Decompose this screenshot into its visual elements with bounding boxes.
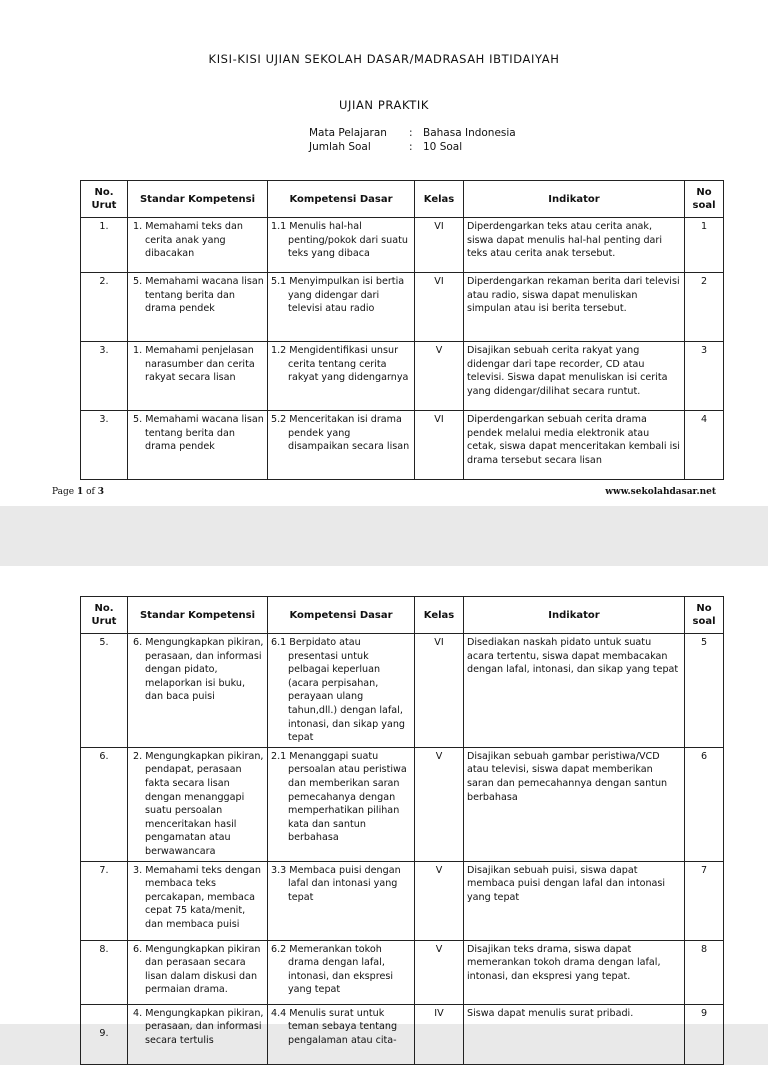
cell-indikator: Diperdengarkan teks atau cerita anak, siswa dapat menulis hal-hal penting dari teks atau cerita anak tersebut.: [464, 218, 685, 273]
table-body: [81, 634, 724, 1065]
cell-indikator: Diperdengarkan rekaman berita dari televisi atau radio, siswa dapat menuliskan simpulan atau isi berita tersebut.: [464, 273, 685, 342]
cell-standar-kompetensi: 3. Memahami teks dengan membaca teks percakapan, membaca cepat 75 kata/menit, dan membaca puisi: [128, 861, 268, 940]
cell-no-soal: 6: [685, 747, 724, 861]
cell-no: 8.: [81, 940, 128, 1004]
page-of: of: [86, 487, 95, 497]
cell-no-soal: 8: [685, 940, 724, 1004]
header-no-soal: No soal: [685, 597, 724, 634]
cell-no-soal: 7: [685, 861, 724, 940]
document-meta: [309, 126, 516, 154]
cell-indikator: Disajikan sebuah cerita rakyat yang didengar dari tape recorder, CD atau televisi. Siswa dapat menuliskan isi cerita yang didengar/dilihat secara runtut.: [464, 342, 685, 411]
kisi-kisi-table-page-1: [80, 180, 724, 480]
header-kompetensi-dasar: Kompetensi Dasar: [268, 597, 415, 634]
cell-no-soal: 5: [685, 634, 724, 748]
kisi-kisi-table-page-2: [80, 596, 724, 1065]
table-header: [81, 597, 724, 634]
meta-value: Bahasa Indonesia: [423, 127, 516, 139]
table-header: [81, 181, 724, 218]
page-total: 3: [97, 487, 105, 497]
meta-label: Jumlah Soal: [309, 141, 371, 153]
meta-separator: :: [409, 127, 413, 139]
cell-indikator: Disediakan naskah pidato untuk suatu acara tertentu, siswa dapat membacakan dengan lafal, intonasi, dan sikap yang tepat: [464, 634, 685, 748]
document-title: KISI-KISI UJIAN SEKOLAH DASAR/MADRASAH IBTIDAIYAH: [208, 52, 560, 66]
page-current: 1: [76, 487, 84, 497]
cell-kompetensi-dasar: 5.2 Menceritakan isi drama pendek yang disampaikan secara lisan: [268, 411, 415, 480]
cell-kompetensi-dasar: 1.2 Mengidentifikasi unsur cerita tentang cerita rakyat yang didengarnya: [268, 342, 415, 411]
cell-kelas: VI: [415, 218, 464, 273]
cell-indikator: Diperdengarkan sebuah cerita drama pendek melalui media elektronik atau cetak, siswa dapat menceritakan kembali isi drama tersebut secara lisan: [464, 411, 685, 480]
cell-indikator: Disajikan teks drama, siswa dapat memerankan tokoh drama dengan lafal, intonasi, dan ekspresi yang tepat.: [464, 940, 685, 1004]
header-indikator: Indikator: [464, 181, 685, 218]
cell-no-soal: 9: [685, 1004, 724, 1064]
page-prefix: Page: [52, 487, 75, 497]
cell-no: 3.: [81, 342, 128, 411]
table-row: [81, 273, 724, 342]
cell-no: 1.: [81, 218, 128, 273]
cell-standar-kompetensi: 6. Mengungkapkan pikiran, perasaan, dan informasi dengan pidato, melaporkan isi buku, dan baca puisi: [128, 634, 268, 748]
cell-kompetensi-dasar: 6.1 Berpidato atau presentasi untuk pelbagai keperluan (acara perpisahan, perayaan ulang tahun,dll.) dengan lafal, intonasi, dan sikap yang tepat: [268, 634, 415, 748]
table-body: [81, 218, 724, 480]
header-indikator: Indikator: [464, 597, 685, 634]
cell-kelas: VI: [415, 411, 464, 480]
cell-kompetensi-dasar: 1.1 Menulis hal-hal penting/pokok dari suatu teks yang dibaca: [268, 218, 415, 273]
page-number: [52, 487, 104, 497]
cell-standar-kompetensi: 5. Memahami wacana lisan tentang berita dan drama pendek: [128, 411, 268, 480]
cell-kelas: V: [415, 861, 464, 940]
header-kompetensi-dasar: Kompetensi Dasar: [268, 181, 415, 218]
header-standar-kompetensi: Standar Kompetensi: [128, 181, 268, 218]
meta-separator: :: [409, 141, 413, 153]
cell-kompetensi-dasar: 6.2 Memerankan tokoh drama dengan lafal, intonasi, dan ekspresi yang tepat: [268, 940, 415, 1004]
website-link[interactable]: www.sekolahdasar.net: [605, 487, 716, 497]
cell-no: 9.: [81, 1004, 128, 1064]
cell-no-soal: 1: [685, 218, 724, 273]
document-subtitle: UJIAN PRAKTIK: [338, 98, 430, 112]
cell-kelas: VI: [415, 273, 464, 342]
document-page-1: [0, 0, 768, 506]
cell-kompetensi-dasar: 2.1 Menanggapi suatu persoalan atau peristiwa dan memberikan saran pemecahanya dengan memperhatikan pilihan kata dan santun berbahasa: [268, 747, 415, 861]
table-row: [81, 411, 724, 480]
cell-standar-kompetensi: 1. Memahami teks dan cerita anak yang dibacakan: [128, 218, 268, 273]
table-row: [81, 342, 724, 411]
cell-kelas: V: [415, 940, 464, 1004]
meta-value: 10 Soal: [423, 141, 463, 153]
cell-standar-kompetensi: 6. Mengungkapkan pikiran dan perasaan secara lisan dalam diskusi dan permaian drama.: [128, 940, 268, 1004]
cell-no: 3.: [81, 411, 128, 480]
cell-indikator: Disajikan sebuah gambar peristiwa/VCD atau televisi, siswa dapat memberikan saran dan pemecahannya dengan santun berbahasa: [464, 747, 685, 861]
table-row: [81, 861, 724, 940]
cell-no-soal: 4: [685, 411, 724, 480]
table-header-row: [81, 181, 724, 218]
table-header-row: [81, 597, 724, 634]
cell-no: 2.: [81, 273, 128, 342]
cell-no: 6.: [81, 747, 128, 861]
cell-kelas: IV: [415, 1004, 464, 1064]
header-kelas: Kelas: [415, 597, 464, 634]
header-no-urut: No. Urut: [81, 181, 128, 218]
cell-no-soal: 3: [685, 342, 724, 411]
table-row: [81, 218, 724, 273]
meta-row-subject: [309, 126, 516, 140]
header-no-soal: No soal: [685, 181, 724, 218]
cell-standar-kompetensi: 1. Memahami penjelasan narasumber dan cerita rakyat secara lisan: [128, 342, 268, 411]
table-row: [81, 634, 724, 748]
cell-indikator: Siswa dapat menulis surat pribadi.: [464, 1004, 685, 1064]
table-row: [81, 747, 724, 861]
cell-kompetensi-dasar: 3.3 Membaca puisi dengan lafal dan intonasi yang tepat: [268, 861, 415, 940]
cell-kelas: V: [415, 747, 464, 861]
table-row: [81, 1004, 724, 1064]
cell-standar-kompetensi: 2. Mengungkapkan pikiran, pendapat, perasaan fakta secara lisan dengan menanggapi suatu persoalan menceritakan hasil pengamatan atau berwawancara: [128, 747, 268, 861]
meta-label: Mata Pelajaran: [309, 127, 387, 139]
cell-kelas: VI: [415, 634, 464, 748]
table-row: [81, 940, 724, 1004]
meta-row-count: [309, 140, 516, 154]
cell-kelas: V: [415, 342, 464, 411]
cell-kompetensi-dasar: 4.4 Menulis surat untuk teman sebaya tentang pengalaman atau cita-: [268, 1004, 415, 1064]
cell-no: 5.: [81, 634, 128, 748]
cell-no: 7.: [81, 861, 128, 940]
header-no-urut: No. Urut: [81, 597, 128, 634]
cell-standar-kompetensi: 5. Memahami wacana lisan tentang berita dan drama pendek: [128, 273, 268, 342]
cell-indikator: Disajikan sebuah puisi, siswa dapat membaca puisi dengan lafal dan intonasi yang tepat: [464, 861, 685, 940]
header-standar-kompetensi: Standar Kompetensi: [128, 597, 268, 634]
header-kelas: Kelas: [415, 181, 464, 218]
cell-standar-kompetensi: 4. Mengungkapkan pikiran, perasaan, dan informasi secara tertulis: [128, 1004, 268, 1064]
cell-kompetensi-dasar: 5.1 Menyimpulkan isi bertia yang didengar dari televisi atau radio: [268, 273, 415, 342]
cell-no-soal: 2: [685, 273, 724, 342]
